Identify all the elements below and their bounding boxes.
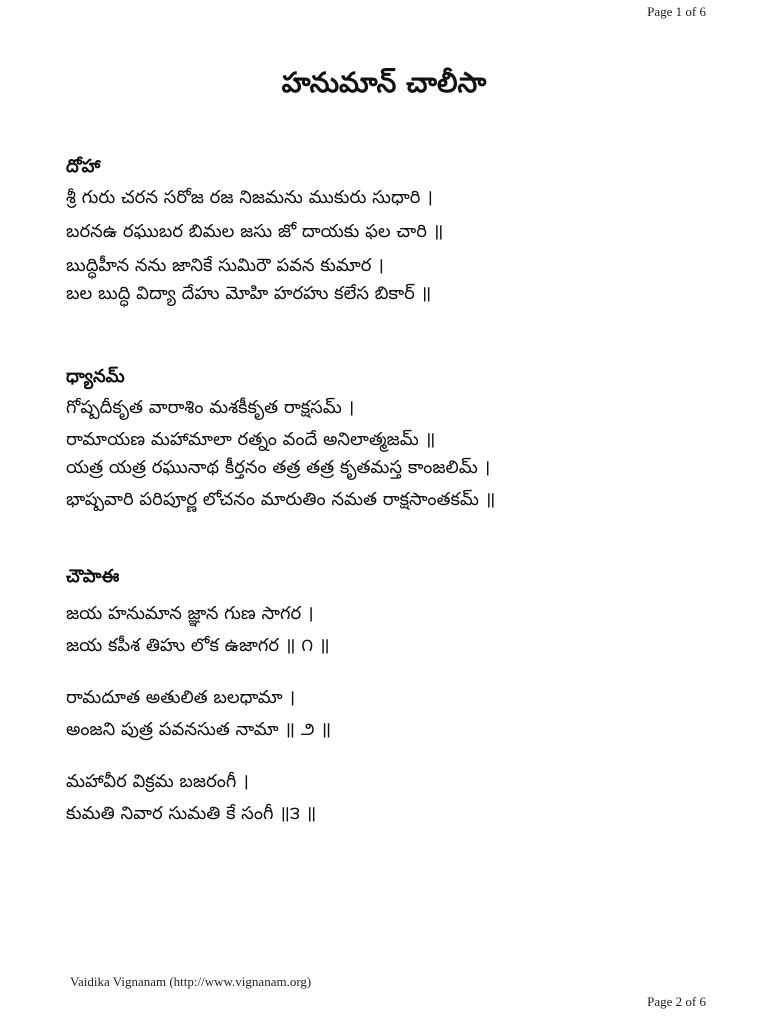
chaupai-section — [66, 564, 726, 828]
verse-line: శ్రీ గురు చరన సరోజ రజ నిజమను ముకురు సుధారి । — [66, 187, 433, 208]
chaupai-stanza — [66, 768, 726, 828]
verse-line: బుద్ధిహీన నను జానికే సుమిరౌ పవన కుమార । — [66, 255, 384, 276]
chaupai-stanza — [66, 684, 726, 744]
page-title: హనుమాన్ చాలీసా — [281, 66, 487, 99]
verse-line: అంజని పుత్ర పవనసుత నామా ॥ ౨ ॥ — [66, 719, 332, 740]
verse-line: జయ హనుమాన జ్ఞాన గుణ సాగర । — [66, 603, 314, 624]
verse-line: కుమతి నివార సుమతి కే సంగీ ॥౩ ॥ — [66, 803, 317, 824]
verse-line: బరనఉ రఘుబర బిమల జసు జో దాయకు ఫల చారి ॥ — [66, 221, 444, 242]
dhyanam-heading: ధ్యానమ్ — [66, 366, 125, 387]
verse-line: రామాయణ మహామాలా రత్నం వందే అనిలాత్మజమ్ ॥ — [66, 429, 436, 450]
verse-line: రామదూత అతులిత బలధామా । — [66, 687, 296, 708]
page-number-top: Page 1 of 6 — [647, 4, 706, 19]
page-number-bottom: Page 2 of 6 — [647, 994, 706, 1009]
chaupai-heading: చౌపాఈ — [66, 566, 120, 587]
chaupai-stanza — [66, 600, 726, 660]
dhyanam-section — [66, 364, 726, 514]
doha-section — [66, 154, 726, 308]
verse-line: మహావీర విక్రమ బజరంగీ । — [66, 771, 249, 792]
verse-line: బల బుద్ధి విద్యా దేహు మోహి హరహు కలేస బికార్ ॥ — [66, 283, 432, 304]
verse-line: గోష్పదీకృత వారాశిం మశకీకృత రాక్షసమ్ । — [66, 397, 355, 418]
verse-line: జయ కపీశ తిహు లోక ఉజాగర ॥ ౧ ॥ — [66, 635, 330, 656]
doha-heading: దోహా — [66, 156, 101, 177]
verse-line: యత్ర యత్ర రఘునాథ కీర్తనం తత్ర తత్ర కృతమస్త కాంజలిమ్ । — [66, 457, 491, 478]
footer-source: Vaidika Vignanam (http://www.vignanam.org) — [70, 974, 312, 989]
verse-line: భాష్పవారి పరిపూర్ణ లోచనం మారుతిం నమత రాక్షసాంతకమ్ ॥ — [66, 489, 496, 510]
